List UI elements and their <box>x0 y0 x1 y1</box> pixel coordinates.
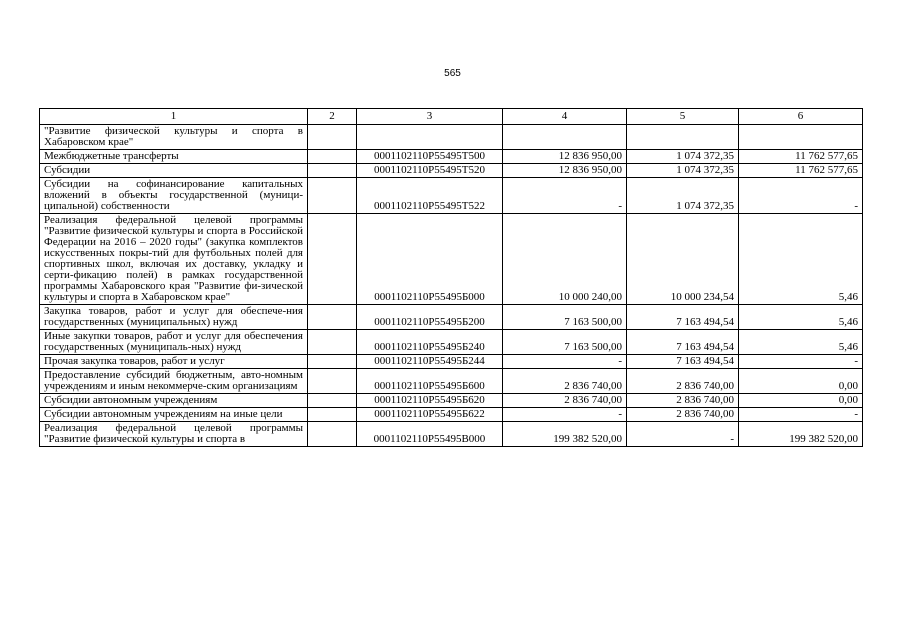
table-row <box>40 150 863 164</box>
table-row <box>40 355 863 369</box>
row-amount-col6: 0,00 <box>739 394 863 408</box>
row-amount-col6: 199 382 520,00 <box>739 422 863 447</box>
row-amount-col4: - <box>503 408 627 422</box>
row-code: 0001102110P55495В000 <box>357 422 503 447</box>
row-amount-col4: 12 836 950,00 <box>503 164 627 178</box>
row-amount-col6: 5,46 <box>739 305 863 330</box>
row-amount-col5: 10 000 234,54 <box>627 214 739 305</box>
table-row <box>40 330 863 355</box>
row-description: Предоставление субсидий бюджетным, авто-номным учреждениям и иным некоммерче-ским организациям <box>40 369 308 394</box>
row-col2 <box>308 150 357 164</box>
row-amount-col4: 7 163 500,00 <box>503 330 627 355</box>
row-amount-col4: - <box>503 355 627 369</box>
column-header-4: 4 <box>503 109 627 125</box>
table-row <box>40 305 863 330</box>
column-header-5: 5 <box>627 109 739 125</box>
row-description: Межбюджетные трансферты <box>40 150 308 164</box>
row-amount-col5: 7 163 494,54 <box>627 305 739 330</box>
row-code: 0001102110P55495Б200 <box>357 305 503 330</box>
row-col2 <box>308 305 357 330</box>
row-col2 <box>308 394 357 408</box>
budget-table <box>39 108 863 447</box>
row-amount-col6 <box>739 125 863 150</box>
row-amount-col5 <box>627 125 739 150</box>
row-amount-col6: 11 762 577,65 <box>739 150 863 164</box>
row-description: Реализация федеральной целевой программы "Развитие физической культуры и спорта в <box>40 422 308 447</box>
row-amount-col6: 0,00 <box>739 369 863 394</box>
row-amount-col5: - <box>627 422 739 447</box>
row-col2 <box>308 355 357 369</box>
row-code: 0001102110P55495Т520 <box>357 164 503 178</box>
row-amount-col6: - <box>739 355 863 369</box>
row-description: Прочая закупка товаров, работ и услуг <box>40 355 308 369</box>
row-col2 <box>308 330 357 355</box>
row-code: 0001102110P55495Б240 <box>357 330 503 355</box>
row-amount-col4: 2 836 740,00 <box>503 394 627 408</box>
row-description: Реализация федеральной целевой программы "Развитие физической культуры и спорта в Российской Федерации на 2016 – 2020 годы" (закупка комплектов искусственных покры-тий для футбольных полей для спортивных школ, включая их доставку, укладку и серти-фикацию полей) в рамках государственной программы Хабаровского края "Развитие фи-зической культуры и спорта в Хабаровском крае" <box>40 214 308 305</box>
row-code: 0001102110P55495Т500 <box>357 150 503 164</box>
row-amount-col5: 7 163 494,54 <box>627 330 739 355</box>
row-amount-col5: 1 074 372,35 <box>627 178 739 214</box>
row-amount-col5: 2 836 740,00 <box>627 369 739 394</box>
row-amount-col4: - <box>503 178 627 214</box>
row-col2 <box>308 164 357 178</box>
row-description: Субсидии автономным учреждениям на иные цели <box>40 408 308 422</box>
row-code: 0001102110P55495Б620 <box>357 394 503 408</box>
row-description: Субсидии автономным учреждениям <box>40 394 308 408</box>
row-col2 <box>308 408 357 422</box>
row-code <box>357 125 503 150</box>
row-amount-col5: 2 836 740,00 <box>627 408 739 422</box>
row-col2 <box>308 369 357 394</box>
column-header-1: 1 <box>40 109 308 125</box>
column-header-6: 6 <box>739 109 863 125</box>
row-description: Субсидии на софинансирование капитальных вложений в объекты государственной (муници-ципальной) собственности <box>40 178 308 214</box>
table-row <box>40 214 863 305</box>
row-amount-col5: 1 074 372,35 <box>627 164 739 178</box>
row-col2 <box>308 422 357 447</box>
row-code: 0001102110P55495Б622 <box>357 408 503 422</box>
column-header-3: 3 <box>357 109 503 125</box>
table-row <box>40 178 863 214</box>
row-col2 <box>308 125 357 150</box>
row-amount-col4: 10 000 240,00 <box>503 214 627 305</box>
row-description: Субсидии <box>40 164 308 178</box>
row-amount-col6: 11 762 577,65 <box>739 164 863 178</box>
row-amount-col5: 2 836 740,00 <box>627 394 739 408</box>
table-row <box>40 408 863 422</box>
row-amount-col5: 7 163 494,54 <box>627 355 739 369</box>
table-row <box>40 164 863 178</box>
table-row <box>40 394 863 408</box>
row-amount-col4: 199 382 520,00 <box>503 422 627 447</box>
table-row <box>40 422 863 447</box>
row-amount-col4: 2 836 740,00 <box>503 369 627 394</box>
column-header-2: 2 <box>308 109 357 125</box>
row-code: 0001102110P55495Б000 <box>357 214 503 305</box>
row-code: 0001102110P55495Б244 <box>357 355 503 369</box>
row-amount-col6: 5,46 <box>739 214 863 305</box>
table-row <box>40 369 863 394</box>
row-col2 <box>308 214 357 305</box>
page-number: 565 <box>444 68 461 79</box>
row-amount-col6: - <box>739 408 863 422</box>
row-col2 <box>308 178 357 214</box>
table-row <box>40 125 863 150</box>
row-amount-col6: 5,46 <box>739 330 863 355</box>
row-description: Закупка товаров, работ и услуг для обеспече-ния государственных (муниципальных) нужд <box>40 305 308 330</box>
row-amount-col6: - <box>739 178 863 214</box>
row-amount-col4: 12 836 950,00 <box>503 150 627 164</box>
table-header-row <box>40 109 863 125</box>
row-description: "Развитие физической культуры и спорта в Хабаровском крае" <box>40 125 308 150</box>
row-amount-col4 <box>503 125 627 150</box>
row-code: 0001102110P55495Т522 <box>357 178 503 214</box>
row-description: Иные закупки товаров, работ и услуг для обеспечения государственных (муниципаль-ных) нужд <box>40 330 308 355</box>
row-code: 0001102110P55495Б600 <box>357 369 503 394</box>
row-amount-col4: 7 163 500,00 <box>503 305 627 330</box>
row-amount-col5: 1 074 372,35 <box>627 150 739 164</box>
